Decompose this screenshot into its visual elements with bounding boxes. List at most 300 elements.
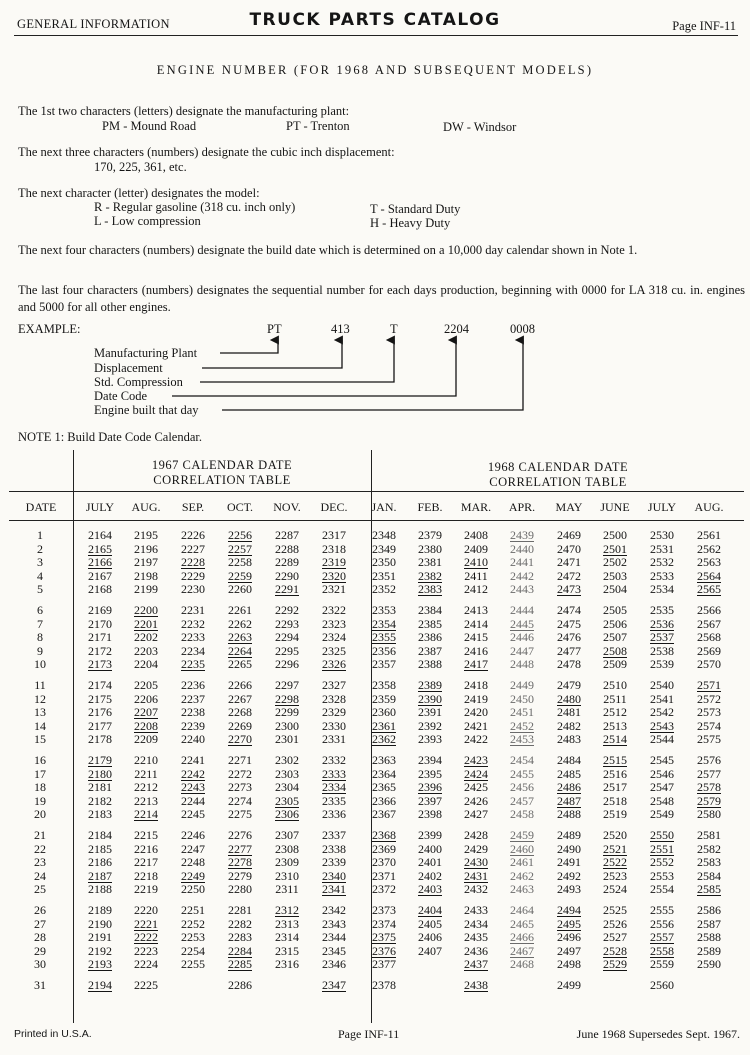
date-code-cell: 2550: [650, 828, 674, 842]
date-code-cell: 2498: [557, 957, 581, 971]
date-code-cell: 2460: [510, 841, 534, 856]
date-code-cell: 2528: [603, 943, 627, 958]
day-number: 13: [34, 705, 46, 719]
date-code-cell: 2404: [418, 903, 442, 917]
date-code-cell: 2516: [603, 766, 627, 781]
date-code-cell: 2441: [510, 555, 534, 569]
month-header: MAY: [555, 500, 583, 514]
date-code-cell: 2271: [228, 753, 252, 767]
date-code-cell: 2189: [88, 903, 112, 917]
date-code-cell: 2407: [418, 943, 442, 958]
build-date-paragraph: The next four characters (numbers) designate the build date which is determined on a 10,000 day calendar shown in Note 1.: [18, 243, 638, 257]
date-code-cell: 2265: [228, 657, 252, 671]
date-code-cell: 2487: [557, 793, 581, 808]
date-code-cell: 2240: [181, 732, 205, 746]
model-item-standard-duty: T - Standard Duty: [370, 202, 461, 216]
day-number: 26: [34, 903, 46, 917]
example-code-model: T: [390, 322, 398, 336]
day-number: 20: [34, 807, 46, 821]
date-code-cell: 2234: [181, 643, 205, 658]
date-code-cell: 2339: [322, 855, 346, 869]
date-code-cell: 2451: [510, 705, 534, 719]
date-code-cell: 2164: [88, 528, 112, 542]
date-code-cell: 2418: [464, 678, 488, 692]
callout-date-code: Date Code: [94, 389, 148, 403]
title-1968-line1: 1968 CALENDAR DATE: [487, 460, 629, 474]
date-code-cell: 2369: [372, 841, 396, 856]
arrow-engine-built: [222, 340, 523, 410]
date-code-cell: 2454: [510, 753, 534, 767]
date-code-cell: 2512: [603, 705, 627, 719]
date-code-cell: 2268: [228, 705, 252, 719]
plant-item-trenton: PT - Trenton: [286, 119, 350, 133]
date-code-cell: 2366: [372, 793, 396, 808]
date-code-cell: 2183: [88, 807, 112, 821]
date-code-cell: 2520: [603, 828, 627, 842]
date-code-cell: 2368: [372, 828, 396, 842]
date-code-cell: 2294: [275, 630, 299, 644]
date-code-cell: 2500: [603, 528, 627, 542]
date-code-cell: 2573: [697, 705, 721, 719]
month-header: FEB.: [417, 500, 443, 514]
date-code-cell: 2565: [697, 582, 721, 596]
date-code-cell: 2237: [181, 691, 205, 706]
date-code-cell: 2443: [510, 582, 534, 596]
date-code-cell: 2180: [88, 766, 112, 781]
day-number: 6: [37, 603, 43, 617]
date-code-cell: 2345: [322, 943, 346, 958]
date-code-cell: 2435: [464, 930, 488, 944]
date-code-cell: 2572: [697, 691, 721, 706]
example-code-plant: PT: [267, 322, 282, 336]
day-number: 10: [34, 657, 46, 671]
date-code-cell: 2331: [322, 732, 346, 746]
date-code-cell: 2353: [372, 603, 396, 617]
date-code-cell: 2495: [557, 916, 581, 931]
date-code-cell: 2190: [88, 916, 112, 931]
date-code-cell: 2194: [88, 978, 112, 992]
date-code-cell: 2191: [88, 930, 112, 944]
date-code-cell: 2419: [464, 691, 488, 706]
date-code-cell: 2574: [697, 718, 721, 733]
date-code-cell: 2307: [275, 828, 299, 842]
date-code-cell: 2310: [275, 868, 299, 883]
date-code-cell: 2422: [464, 732, 488, 746]
date-code-cell: 2496: [557, 930, 581, 944]
day-number: 25: [34, 882, 46, 896]
date-code-cell: 2401: [418, 855, 442, 869]
date-code-cell: 2306: [275, 807, 299, 821]
date-code-cell: 2469: [557, 528, 581, 542]
month-header: SEP.: [181, 500, 205, 514]
date-code-cell: 2564: [697, 568, 721, 583]
date-code-cell: 2585: [697, 882, 721, 896]
month-header: JUNE: [600, 500, 630, 514]
date-code-cell: 2277: [228, 841, 252, 856]
date-code-cell: 2410: [464, 555, 488, 569]
date-code-cell: 2281: [228, 903, 252, 917]
date-code-cell: 2313: [275, 916, 299, 931]
date-code-cell: 2273: [228, 780, 252, 794]
date-code-cell: 2290: [275, 568, 299, 583]
footer-printed: Printed in U.S.A.: [14, 1028, 92, 1040]
date-code-cell: 2439: [510, 528, 534, 542]
date-code-cell: 2181: [88, 780, 112, 794]
date-code-cell: 2504: [603, 582, 627, 596]
date-code-cell: 2542: [650, 705, 674, 719]
date-code-cell: 2362: [372, 732, 396, 746]
date-code-cell: 2266: [228, 678, 252, 692]
page-header-left: GENERAL INFORMATION: [17, 17, 170, 31]
date-code-cell: 2297: [275, 678, 299, 692]
date-code-cell: 2409: [464, 541, 488, 556]
date-code-cell: 2395: [418, 766, 442, 781]
date-code-cell: 2254: [181, 943, 205, 958]
date-code-cell: 2482: [557, 718, 581, 733]
date-code-cell: 2296: [275, 657, 299, 671]
date-code-cell: 2539: [650, 657, 674, 671]
date-code-cell: 2226: [181, 528, 205, 542]
date-code-cell: 2511: [603, 691, 627, 706]
date-code-cell: 2232: [181, 616, 205, 631]
date-code-cell: 2462: [510, 868, 534, 883]
date-code-cell: 2405: [418, 916, 442, 931]
day-number: 12: [34, 691, 46, 706]
day-number: 9: [37, 643, 43, 658]
date-code-cell: 2333: [322, 766, 346, 781]
date-code-cell: 2551: [650, 841, 674, 856]
date-code-cell: 2293: [275, 616, 299, 631]
date-code-cell: 2238: [181, 705, 205, 719]
date-code-cell: 2577: [697, 766, 721, 781]
date-code-cell: 2291: [275, 582, 299, 596]
title-1967-line2: CORRELATION TABLE: [153, 473, 291, 487]
date-code-cell: 2556: [650, 916, 674, 931]
date-code-cell: 2554: [650, 882, 674, 896]
date-code-cell: 2348: [372, 528, 396, 542]
date-code-cell: 2538: [650, 643, 674, 658]
plant-intro: The 1st two characters (letters) designate the manufacturing plant:: [18, 104, 350, 118]
date-code-cell: 2488: [557, 807, 581, 821]
date-code-cell: 2186: [88, 855, 112, 869]
date-code-cell: 2355: [372, 630, 396, 644]
date-code-cell: 2473: [557, 582, 581, 596]
plant-item-mound-road: PM - Mound Road: [102, 119, 197, 133]
date-code-cell: 2434: [464, 916, 488, 931]
date-code-cell: 2588: [697, 930, 721, 944]
date-code-cell: 2308: [275, 841, 299, 856]
date-code-cell: 2433: [464, 903, 488, 917]
title-1967-line1: 1967 CALENDAR DATE: [151, 458, 293, 472]
date-code-cell: 2398: [418, 807, 442, 821]
date-code-cell: 2379: [418, 528, 442, 542]
date-code-cell: 2257: [228, 541, 252, 556]
date-code-cell: 2480: [557, 691, 581, 706]
date-code-cell: 2446: [510, 630, 534, 644]
date-code-cell: 2354: [372, 616, 396, 631]
date-code-cell: 2329: [322, 705, 346, 719]
date-code-cell: 2244: [181, 793, 205, 808]
callout-plant: Manufacturing Plant: [94, 346, 198, 360]
date-code-cell: 2246: [181, 828, 205, 842]
date-code-cell: 2340: [322, 868, 346, 883]
month-header: MAR.: [460, 500, 492, 514]
date-code-cell: 2236: [181, 678, 205, 692]
date-code-cell: 2372: [372, 882, 396, 896]
date-code-cell: 2581: [697, 828, 721, 842]
day-number: 23: [34, 855, 46, 869]
date-code-cell: 2559: [650, 957, 674, 971]
date-code-cell: 2352: [372, 582, 396, 596]
date-code-cell: 2338: [322, 841, 346, 856]
date-code-cell: 2303: [275, 766, 299, 781]
example-code-date: 2204: [444, 322, 469, 336]
model-item-regular: R - Regular gasoline (318 cu. inch only): [94, 200, 296, 214]
arrow-plant: [220, 340, 278, 353]
date-code-cell: 2524: [603, 882, 627, 896]
date-code-cell: 2413: [464, 603, 488, 617]
date-code-cell: 2567: [697, 616, 721, 631]
date-code-cell: 2221: [134, 916, 158, 931]
date-code-cell: 2476: [557, 630, 581, 644]
date-code-cell: 2330: [322, 718, 346, 733]
date-code-cell: 2507: [603, 630, 627, 644]
date-code-cell: 2175: [88, 691, 112, 706]
date-code-cell: 2563: [697, 555, 721, 569]
date-code-cell: 2560: [650, 978, 674, 992]
date-code-cell: 2552: [650, 855, 674, 869]
date-code-cell: 2411: [464, 568, 488, 583]
date-code-cell: 2437: [464, 957, 488, 971]
date-code-cell: 2253: [181, 930, 205, 944]
date-code-cell: 2427: [464, 807, 488, 821]
date-code-cell: 2568: [697, 630, 721, 644]
date-code-cell: 2465: [510, 916, 534, 931]
date-code-cell: 2522: [603, 855, 627, 869]
date-code-cell: 2252: [181, 916, 205, 931]
date-code-cell: 2406: [418, 930, 442, 944]
date-code-cell: 2502: [603, 555, 627, 569]
date-code-cell: 2523: [603, 868, 627, 883]
date-code-cell: 2377: [372, 957, 396, 971]
date-code-cell: 2445: [510, 616, 534, 631]
day-number: 31: [34, 978, 46, 992]
date-code-cell: 2459: [510, 828, 534, 842]
date-code-cell: 2187: [88, 868, 112, 883]
date-code-cell: 2485: [557, 766, 581, 781]
date-code-cell: 2436: [464, 943, 488, 958]
date-code-cell: 2440: [510, 541, 534, 556]
day-number: 24: [34, 868, 46, 883]
date-code-cell: 2326: [322, 657, 346, 671]
date-code-cell: 2544: [650, 732, 674, 746]
date-code-cell: 2184: [88, 828, 112, 842]
date-code-cell: 2389: [418, 678, 442, 692]
date-code-cell: 2416: [464, 643, 488, 658]
date-code-cell: 2431: [464, 868, 488, 883]
date-code-cell: 2506: [603, 616, 627, 631]
day-number: 30: [34, 957, 46, 971]
month-header: NOV.: [273, 500, 301, 514]
month-header: AUG.: [694, 500, 724, 514]
date-code-cell: 2371: [372, 868, 396, 883]
month-header: APR.: [508, 500, 536, 514]
date-code-cell: 2549: [650, 807, 674, 821]
date-code-cell: 2474: [557, 603, 581, 617]
date-code-cell: 2408: [464, 528, 488, 542]
date-code-cell: 2178: [88, 732, 112, 746]
day-number: 18: [34, 780, 46, 794]
date-code-cell: 2342: [322, 903, 346, 917]
date-code-cell: 2384: [418, 603, 442, 617]
date-code-cell: 2530: [650, 528, 674, 542]
footer-page-number: Page INF-11: [338, 1027, 400, 1041]
date-code-cell: 2399: [418, 828, 442, 842]
date-code-cell: 2327: [322, 678, 346, 692]
date-code-cell: 2272: [228, 766, 252, 781]
date-code-cell: 2380: [418, 541, 442, 556]
date-code-cell: 2430: [464, 855, 488, 869]
date-code-cell: 2361: [372, 718, 396, 733]
date-code-cell: 2584: [697, 868, 721, 883]
date-code-cell: 2218: [134, 868, 158, 883]
date-code-cell: 2351: [372, 568, 396, 583]
date-code-cell: 2421: [464, 718, 488, 733]
date-code-cell: 2229: [181, 568, 205, 583]
date-code-cell: 2492: [557, 868, 581, 883]
date-code-cell: 2196: [134, 541, 158, 556]
date-code-cell: 2360: [372, 705, 396, 719]
date-code-cell: 2332: [322, 753, 346, 767]
date-code-cell: 2583: [697, 855, 721, 869]
date-code-cell: 2279: [228, 868, 252, 883]
date-code-cell: 2514: [603, 732, 627, 746]
date-code-cell: 2346: [322, 957, 346, 971]
date-code-cell: 2579: [697, 793, 721, 808]
example-label: EXAMPLE:: [18, 322, 81, 336]
date-code-cell: 2205: [134, 678, 158, 692]
date-code-cell: 2214: [134, 807, 158, 821]
date-code-cell: 2472: [557, 568, 581, 583]
footer-date: June 1968 Supersedes Sept. 1967.: [576, 1027, 740, 1041]
month-header: DEC.: [320, 500, 348, 514]
date-code-cell: 2575: [697, 732, 721, 746]
date-code-cell: 2292: [275, 603, 299, 617]
date-code-cell: 2174: [88, 678, 112, 692]
date-code-cell: 2378: [372, 978, 396, 992]
date-code-cell: 2336: [322, 807, 346, 821]
date-code-cell: 2475: [557, 616, 581, 631]
date-code-cell: 2335: [322, 793, 346, 808]
date-code-cell: 2545: [650, 753, 674, 767]
date-code-cell: 2442: [510, 568, 534, 583]
date-code-cell: 2396: [418, 780, 442, 794]
date-code-cell: 2287: [275, 528, 299, 542]
date-code-cell: 2589: [697, 943, 721, 958]
arrow-compression: [200, 340, 394, 382]
date-code-cell: 2228: [181, 555, 205, 569]
date-code-cell: 2417: [464, 657, 488, 671]
day-number: 15: [34, 732, 46, 746]
date-code-cell: 2317: [322, 528, 346, 542]
date-code-cell: 2464: [510, 903, 534, 917]
date-code-cell: 2203: [134, 643, 158, 658]
date-code-cell: 2414: [464, 616, 488, 631]
date-code-cell: 2535: [650, 603, 674, 617]
date-code-cell: 2570: [697, 657, 721, 671]
date-code-cell: 2270: [228, 732, 252, 746]
date-code-cell: 2248: [181, 855, 205, 869]
date-code-cell: 2328: [322, 691, 346, 706]
date-code-cell: 2364: [372, 766, 396, 781]
date-code-cell: 2493: [557, 882, 581, 896]
sequence-paragraph: The last four characters (numbers) designates the sequential number for each days production, beginning with 0000 for LA 318 cu. in. engines and 5000 for all other engines.: [18, 283, 745, 314]
date-code-cell: 2316: [275, 957, 299, 971]
date-code-cell: 2402: [418, 868, 442, 883]
date-code-cell: 2249: [181, 868, 205, 883]
date-code-cell: 2375: [372, 930, 396, 944]
page-header-page-number: Page INF-11: [672, 19, 736, 33]
date-code-cell: 2448: [510, 657, 534, 671]
date-code-cell: 2245: [181, 807, 205, 821]
month-header: AUG.: [131, 500, 161, 514]
date-code-cell: 2558: [650, 943, 674, 958]
date-code-cell: 2580: [697, 807, 721, 821]
date-code-cell: 2532: [650, 555, 674, 569]
date-code-cell: 2489: [557, 828, 581, 842]
date-code-cell: 2449: [510, 678, 534, 692]
callout-compression: Std. Compression: [94, 375, 183, 389]
date-code-cell: 2357: [372, 657, 396, 671]
date-code-cell: 2450: [510, 691, 534, 706]
arrow-displacement: [202, 340, 342, 368]
date-code-cell: 2318: [322, 541, 346, 556]
date-code-cell: 2582: [697, 841, 721, 856]
date-code-cell: 2179: [88, 753, 112, 767]
date-code-cell: 2381: [418, 555, 442, 569]
date-code-cell: 2426: [464, 793, 488, 808]
date-code-cell: 2233: [181, 630, 205, 644]
date-code-cell: 2312: [275, 903, 299, 917]
date-code-cell: 2344: [322, 930, 346, 944]
day-number: 28: [34, 930, 46, 944]
date-code-cell: 2534: [650, 582, 674, 596]
date-code-cell: 2299: [275, 705, 299, 719]
date-code-cell: 2201: [134, 616, 158, 631]
date-code-cell: 2213: [134, 793, 158, 808]
date-code-cell: 2188: [88, 882, 112, 896]
date-code-cell: 2376: [372, 943, 396, 958]
date-code-cell: 2256: [228, 528, 252, 542]
date-code-cell: 2200: [134, 603, 158, 617]
date-code-cell: 2304: [275, 780, 299, 794]
note-title: NOTE 1: Build Date Code Calendar.: [18, 430, 202, 444]
date-code-cell: 2227: [181, 541, 205, 556]
example-code-sequence: 0008: [510, 322, 535, 336]
date-code-cell: 2513: [603, 718, 627, 733]
date-code-cell: 2250: [181, 882, 205, 896]
title-1968-line2: CORRELATION TABLE: [489, 475, 627, 489]
date-code-cell: 2497: [557, 943, 581, 958]
date-code-cell: 2370: [372, 855, 396, 869]
date-code-cell: 2165: [88, 541, 112, 556]
date-code-cell: 2278: [228, 855, 252, 869]
date-code-cell: 2215: [134, 828, 158, 842]
date-code-cell: 2444: [510, 603, 534, 617]
date-code-cell: 2359: [372, 691, 396, 706]
date-code-cell: 2243: [181, 780, 205, 794]
date-code-cell: 2251: [181, 903, 205, 917]
